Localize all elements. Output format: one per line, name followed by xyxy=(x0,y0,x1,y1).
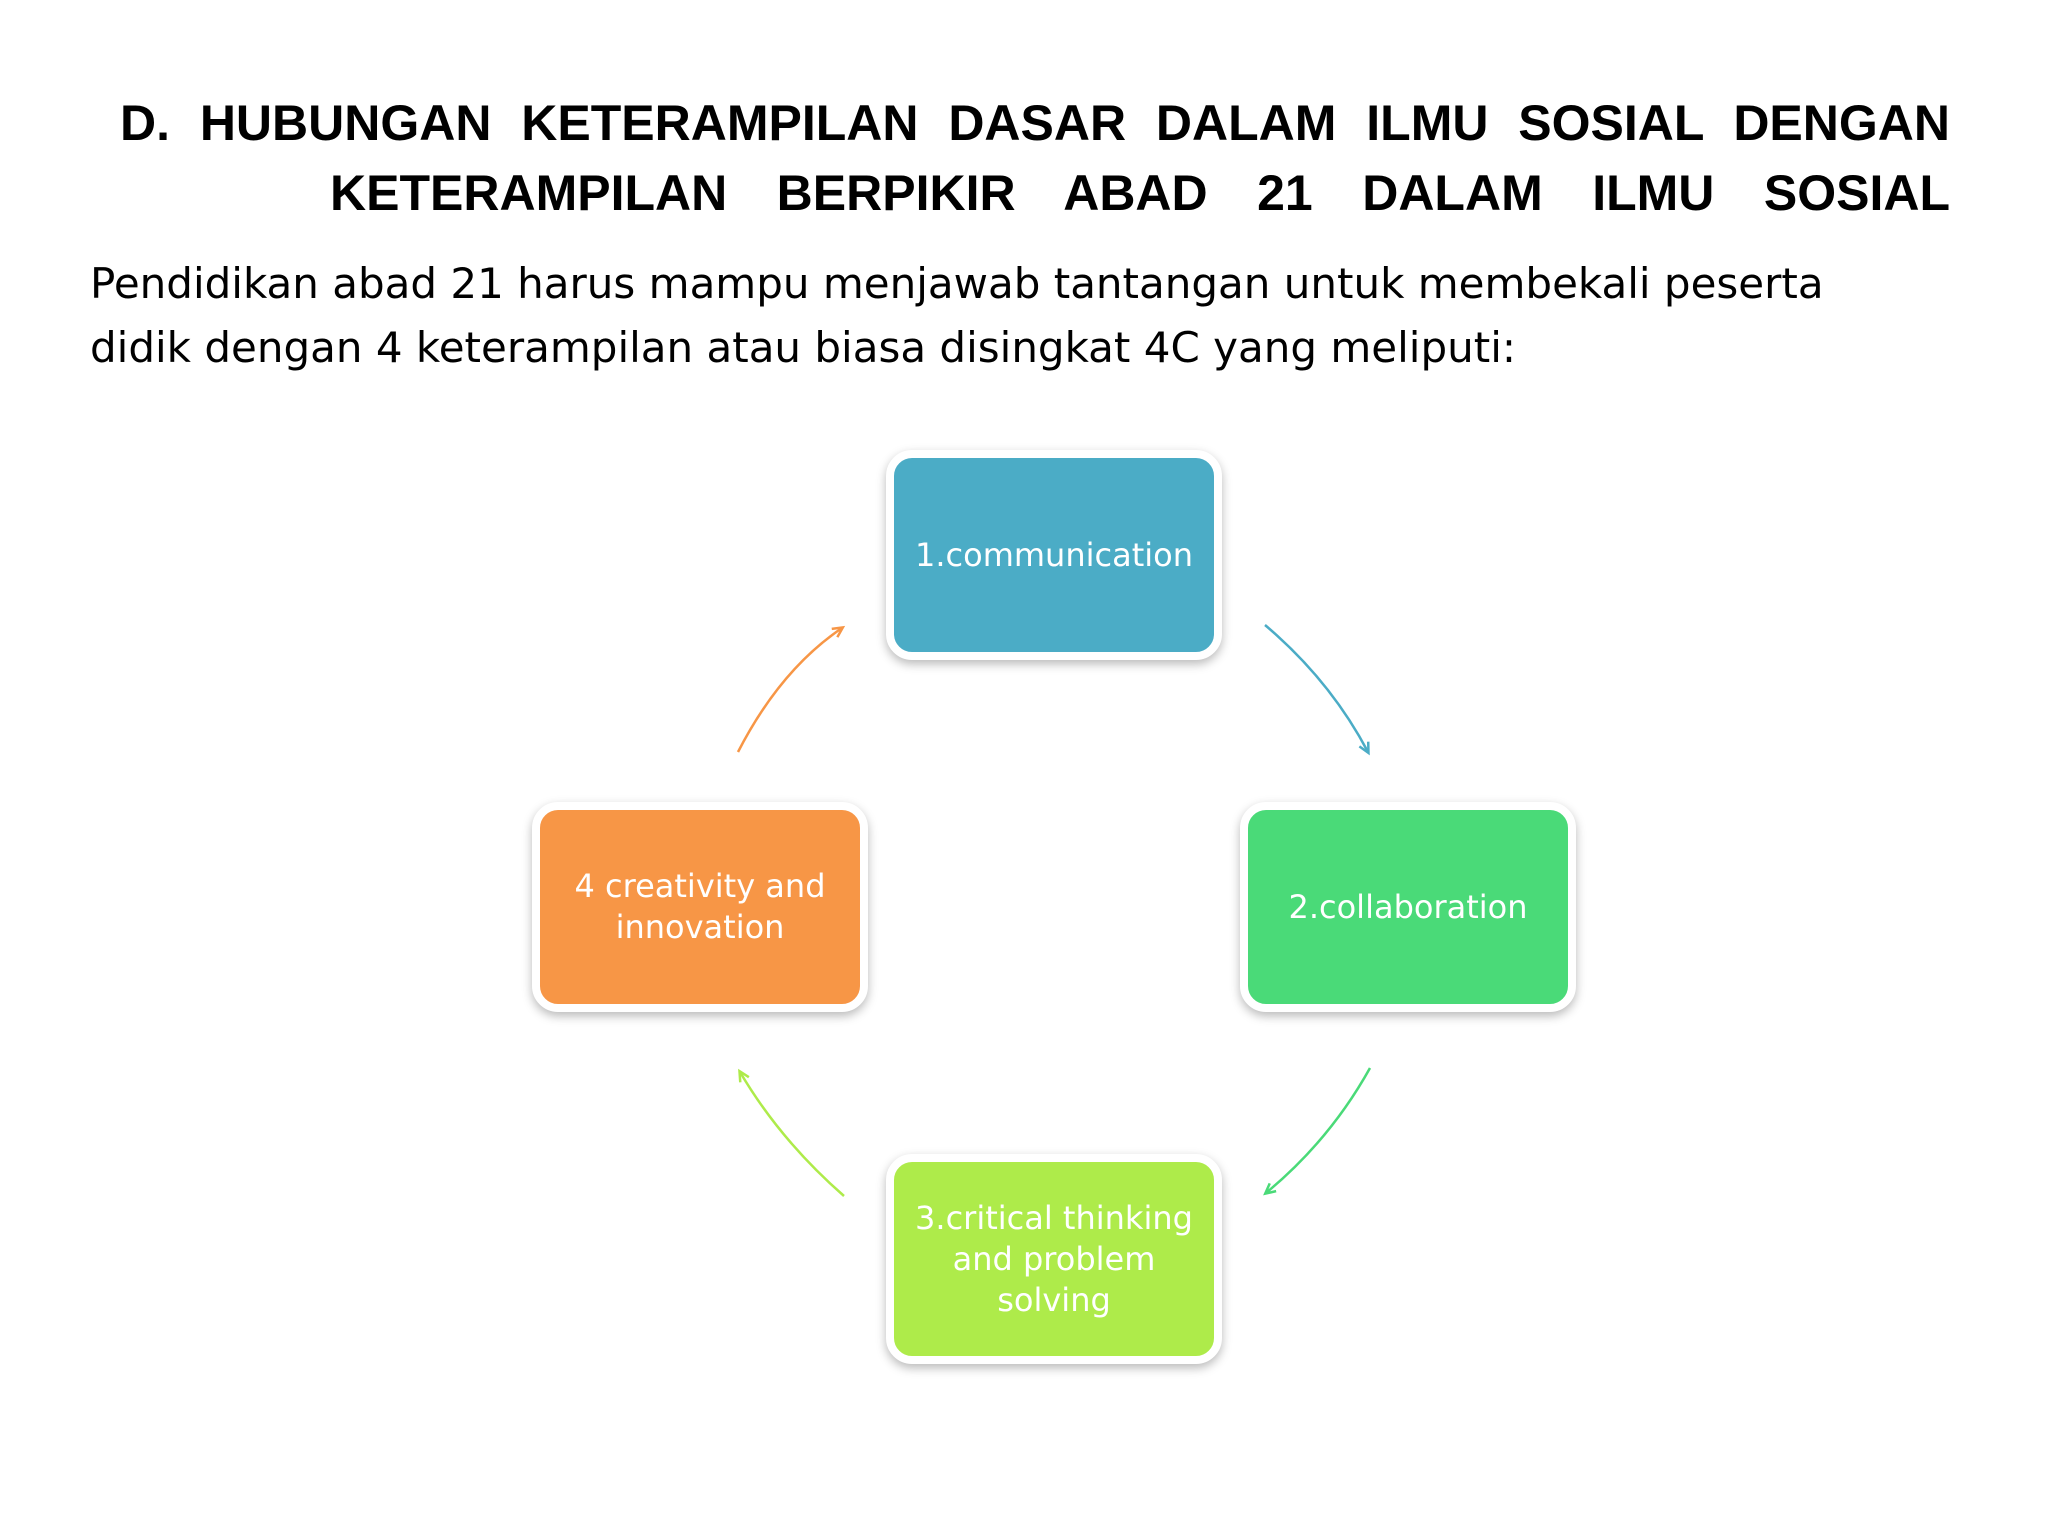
body-text-line-1: Pendidikan abad 21 harus mampu menjawab tantangan untuk membekali peserta xyxy=(90,259,1824,308)
node-critical-thinking-label: 3.critical thinking and problem solving xyxy=(915,1198,1193,1319)
arrow-critical-to-creativity xyxy=(740,1072,844,1196)
node-collaboration xyxy=(1240,802,1576,1012)
slide-title xyxy=(120,88,1950,228)
node-communication-label: 1.communication xyxy=(915,535,1193,574)
node-creativity xyxy=(532,802,868,1012)
node-collaboration-label: 2.collaboration xyxy=(1288,887,1528,926)
slide-body-text xyxy=(90,252,1890,380)
node-communication xyxy=(886,450,1222,660)
node-creativity-label: 4 creativity and innovation xyxy=(574,867,826,946)
arrow-communication-to-collaboration xyxy=(1265,625,1368,752)
slide-title-line-1: D. HUBUNGAN KETERAMPILAN DASAR DALAM ILMU SOSIAL DENGAN xyxy=(120,95,1950,151)
node-critical-thinking xyxy=(886,1154,1222,1364)
arrow-collaboration-to-critical xyxy=(1266,1068,1370,1193)
slide-title-line-2: KETERAMPILAN BERPIKIR ABAD 21 DALAM ILMU SOSIAL xyxy=(330,165,1950,221)
body-text-line-2: didik dengan 4 keterampilan atau biasa disingkat 4C yang meliputi: xyxy=(90,323,1517,372)
arrow-creativity-to-communication xyxy=(738,628,842,752)
